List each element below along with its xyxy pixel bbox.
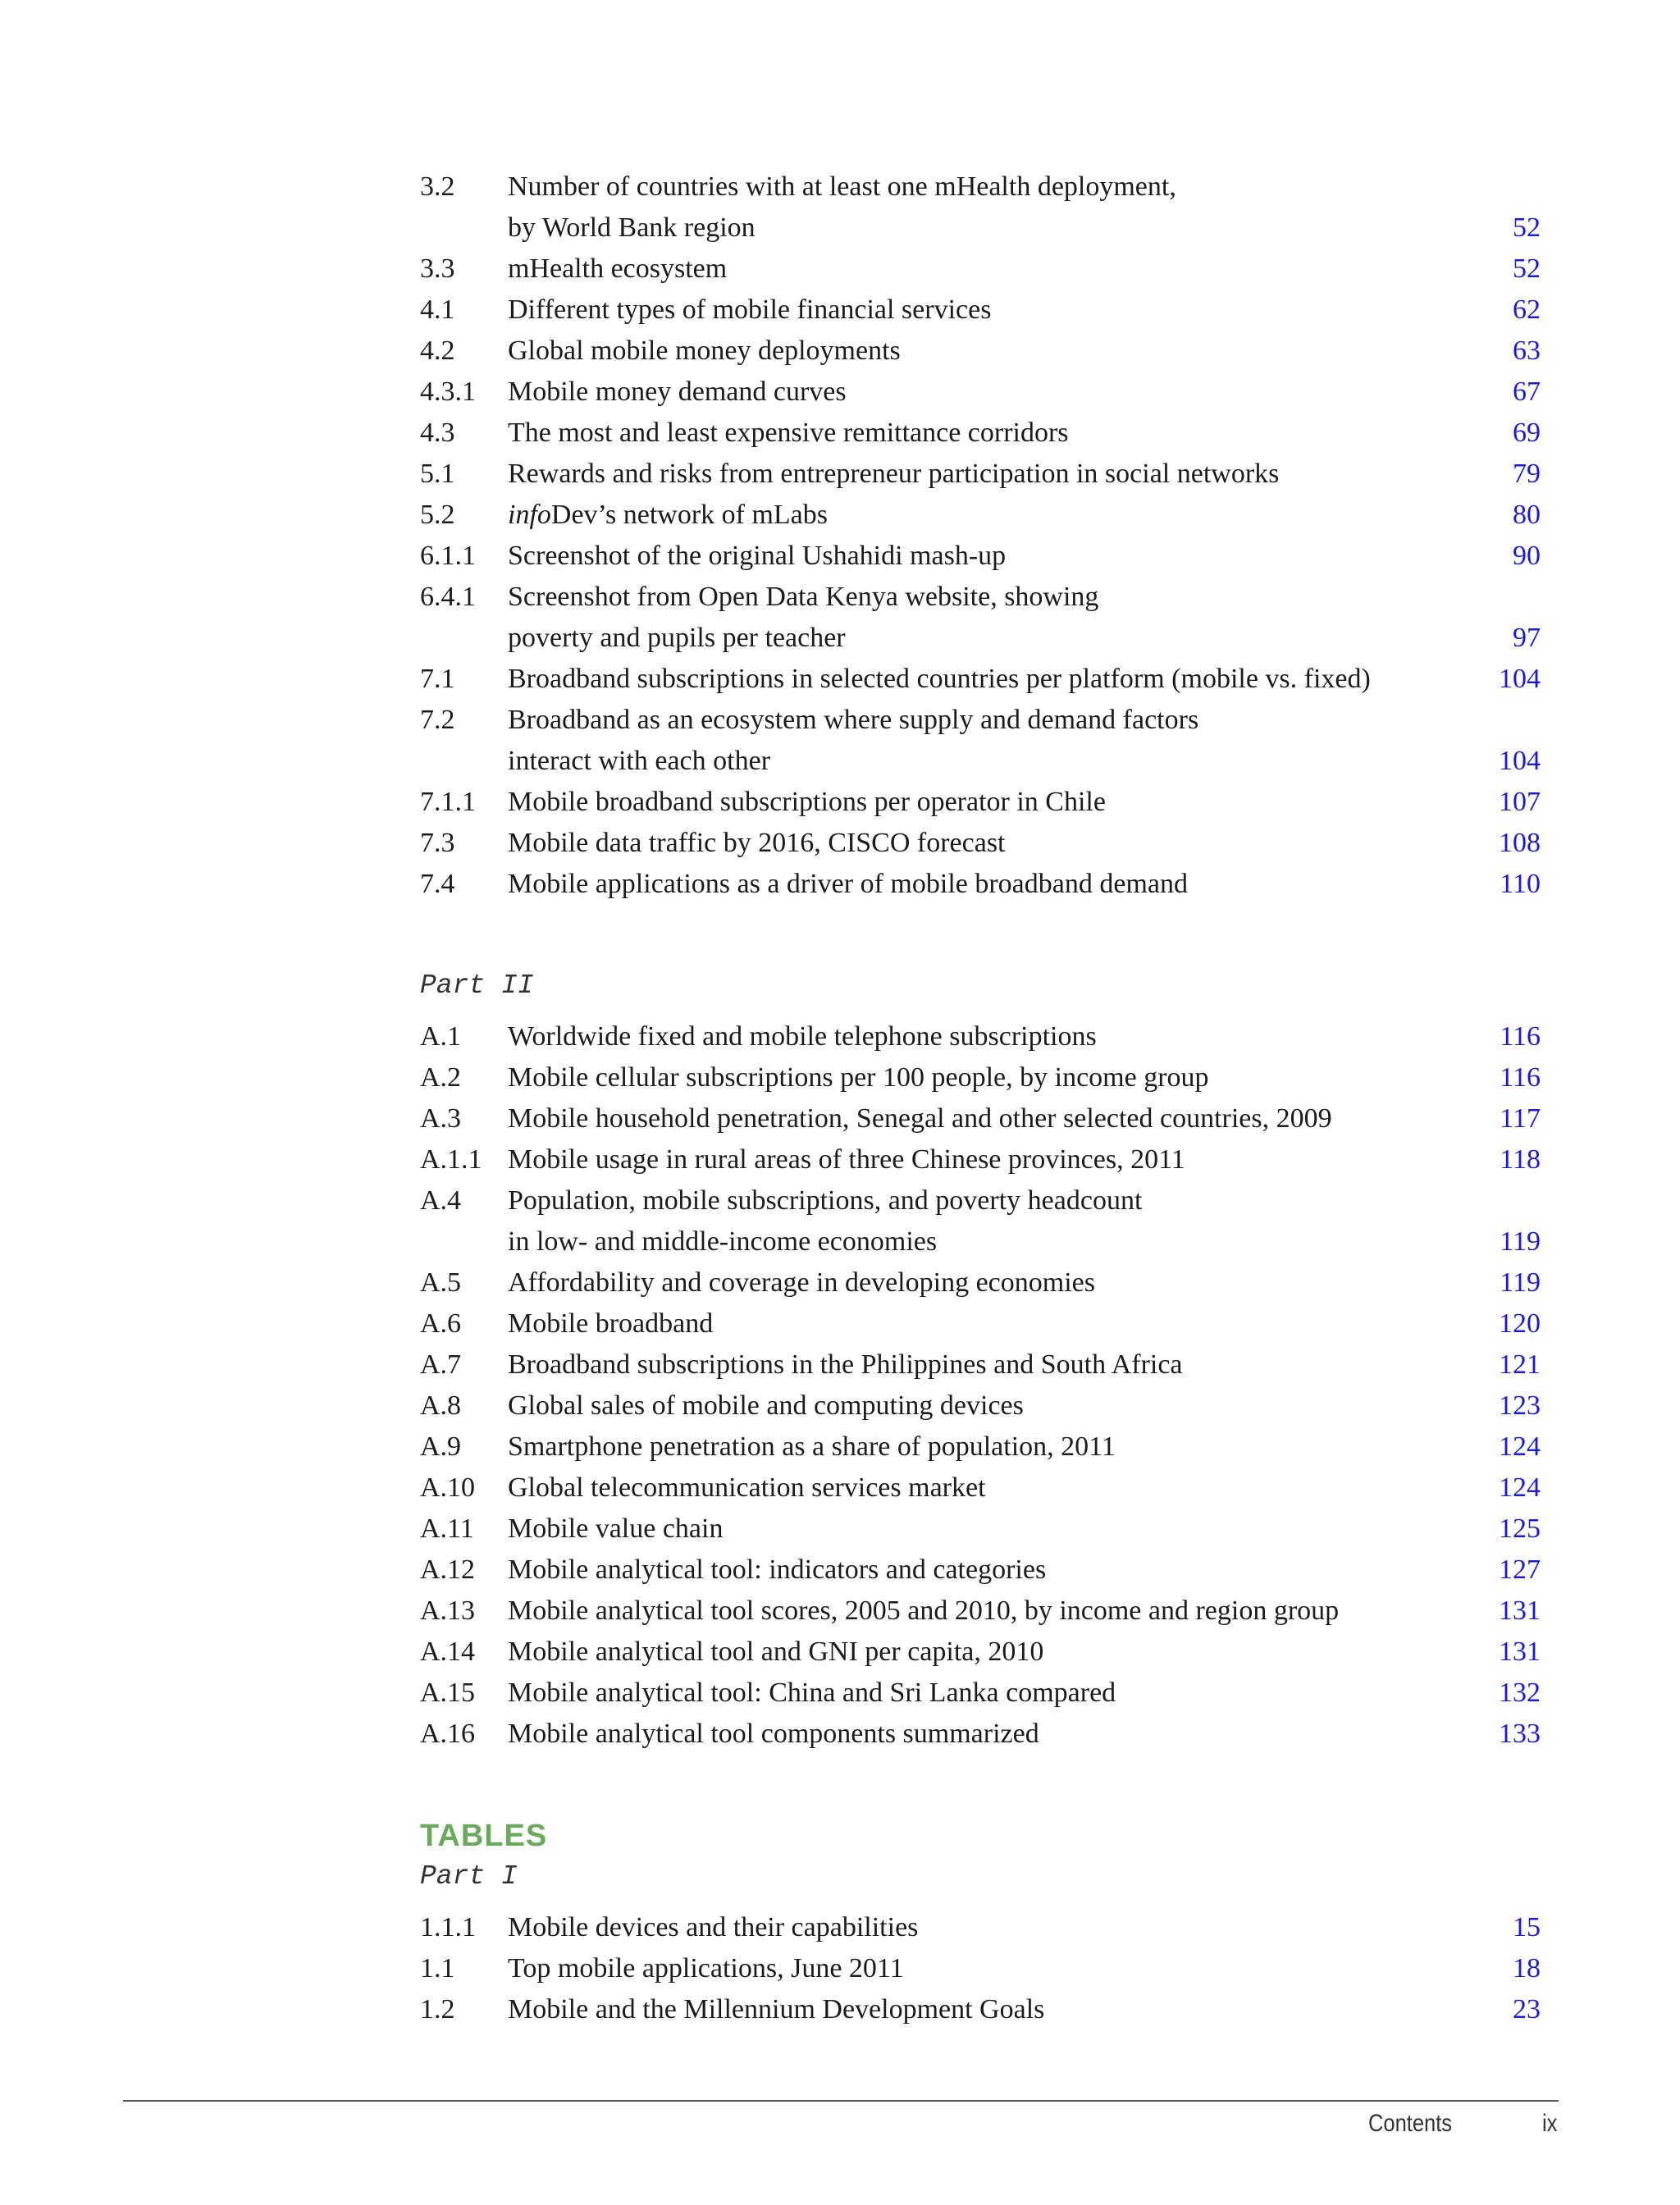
page-number-link[interactable]: 62: [1513, 294, 1541, 325]
page-number-link[interactable]: 104: [1499, 746, 1541, 776]
entry-number: 1.1: [420, 1953, 455, 1984]
page-number-link[interactable]: 80: [1513, 500, 1541, 530]
page-number-link[interactable]: 15: [1513, 1912, 1541, 1942]
entry-number: 4.3.1: [420, 377, 476, 407]
toc-entry[interactable]: [420, 1098, 1541, 1139]
page-number-link[interactable]: 131: [1499, 1637, 1541, 1667]
page-number-link[interactable]: 132: [1499, 1678, 1541, 1708]
toc-entry[interactable]: [420, 495, 1541, 536]
page-number-link[interactable]: 119: [1500, 1226, 1541, 1257]
entry-title: Mobile broadband: [508, 1308, 714, 1339]
entry-number: 3.2: [420, 171, 455, 202]
page-number-link[interactable]: 90: [1513, 541, 1541, 571]
entry-title: Affordability and coverage in developing economies: [508, 1267, 1095, 1298]
entry-title: Mobile analytical tool scores, 2005 and 2010, by income and region group: [508, 1596, 1340, 1626]
page-number-link[interactable]: 63: [1513, 336, 1541, 366]
toc-entry[interactable]: [420, 1714, 1541, 1755]
entry-number: 5.2: [420, 500, 455, 530]
entry-title: Mobile household penetration, Senegal and other selected countries, 2009: [508, 1103, 1332, 1134]
entry-title: Mobile and the Millennium Development Goals: [508, 1994, 1045, 2025]
page-number-link[interactable]: 52: [1513, 212, 1541, 243]
page-number-link[interactable]: 125: [1499, 1513, 1541, 1544]
entry-number: A.11: [420, 1513, 474, 1544]
page-number-link[interactable]: 116: [1500, 1062, 1541, 1093]
part-heading: Part I: [420, 1861, 518, 1892]
entry-number: A.16: [420, 1719, 476, 1749]
entry-number: 1.2: [420, 1994, 455, 2025]
entry-title: Broadband subscriptions in selected countries per platform (mobile vs. fixed): [508, 664, 1371, 694]
entry-title: Broadband subscriptions in the Philippines and South Africa: [508, 1349, 1183, 1380]
toc-entry[interactable]: [420, 536, 1541, 577]
part2-list: [420, 1016, 1541, 1755]
toc-entry[interactable]: [420, 1591, 1541, 1632]
toc-entry[interactable]: [420, 1989, 1541, 2030]
page-number-link[interactable]: 117: [1500, 1103, 1541, 1134]
toc-entry[interactable]: [420, 1262, 1541, 1303]
toc-content: [420, 167, 1541, 2030]
entry-title: Mobile broadband subscriptions per operator in Chile: [508, 787, 1106, 817]
toc-entry[interactable]: [420, 1632, 1541, 1673]
entry-number: 7.3: [420, 828, 455, 858]
entry-title: Mobile devices and their capabilities: [508, 1912, 919, 1942]
toc-entry[interactable]: [420, 1139, 1541, 1180]
page-number-link[interactable]: 79: [1513, 459, 1541, 489]
entry-number: A.5: [420, 1267, 462, 1298]
toc-entry[interactable]: [420, 372, 1541, 413]
entry-number: A.6: [420, 1308, 462, 1339]
entry-title: mHealth ecosystem: [508, 253, 728, 284]
entry-title: Broadband as an ecosystem where supply and demand factors: [508, 705, 1199, 735]
entry-number: 6.1.1: [420, 541, 476, 571]
entry-title: Top mobile applications, June 2011: [508, 1953, 904, 1984]
toc-entry[interactable]: [420, 864, 1541, 905]
page-number-link[interactable]: 121: [1499, 1349, 1541, 1380]
toc-entry[interactable]: [420, 249, 1541, 290]
entry-number: A.13: [420, 1596, 476, 1626]
entry-title: poverty and pupils per teacher: [508, 623, 846, 653]
page-number-link[interactable]: 118: [1500, 1144, 1541, 1175]
entry-number: 5.1: [420, 459, 455, 489]
entry-title: Mobile analytical tool: China and Sri Lanka compared: [508, 1678, 1116, 1708]
entry-number: 1.1.1: [420, 1912, 476, 1942]
entry-number: 7.2: [420, 705, 455, 735]
toc-entry[interactable]: [420, 1948, 1541, 1989]
toc-entry[interactable]: [420, 454, 1541, 495]
toc-entry[interactable]: [420, 577, 1541, 659]
entry-number: 3.3: [420, 253, 455, 284]
entry-number: A.9: [420, 1431, 462, 1462]
entry-number: 7.4: [420, 869, 455, 899]
toc-entry[interactable]: [420, 1550, 1541, 1591]
entry-number: A.8: [420, 1390, 462, 1421]
toc-entry[interactable]: [420, 1180, 1541, 1262]
toc-entry[interactable]: [420, 659, 1541, 700]
tables-heading: TABLES: [420, 1819, 548, 1853]
page-number-link[interactable]: 133: [1499, 1719, 1541, 1749]
page-number-link[interactable]: 18: [1513, 1953, 1541, 1984]
toc-entry[interactable]: [420, 1057, 1541, 1098]
toc-entry[interactable]: [420, 413, 1541, 454]
tables-list: [420, 1907, 1541, 2030]
entry-title: Global mobile money deployments: [508, 336, 901, 366]
toc-entry[interactable]: [420, 1427, 1541, 1468]
footer-label: Contents: [1368, 2110, 1453, 2137]
toc-entry[interactable]: [420, 782, 1541, 823]
toc-entry[interactable]: [420, 700, 1541, 782]
entry-title: Mobile analytical tool: indicators and categories: [508, 1554, 1047, 1585]
entry-number: A.2: [420, 1062, 462, 1093]
toc-entry[interactable]: [420, 1016, 1541, 1057]
entry-number: A.3: [420, 1103, 462, 1134]
entry-title: Rewards and risks from entrepreneur participation in social networks: [508, 459, 1280, 489]
entry-title: Screenshot of the original Ushahidi mash-up: [508, 541, 1007, 571]
entry-title: infoDev’s network of mLabs: [508, 500, 829, 530]
entry-title: Mobile value chain: [508, 1513, 724, 1544]
entry-title: by World Bank region: [508, 212, 756, 243]
entry-number: 7.1.1: [420, 787, 476, 817]
page-number-link[interactable]: 107: [1499, 787, 1541, 817]
entry-title: interact with each other: [508, 746, 771, 776]
toc-entry[interactable]: [420, 1673, 1541, 1714]
page-number-link[interactable]: 123: [1499, 1390, 1541, 1421]
entry-title: Mobile usage in rural areas of three Chinese provinces, 2011: [508, 1144, 1185, 1175]
entry-title: Mobile money demand curves: [508, 377, 847, 407]
entry-number: A.1.1: [420, 1144, 482, 1175]
entry-number: A.15: [420, 1678, 476, 1708]
entry-title: Worldwide fixed and mobile telephone subscriptions: [508, 1021, 1097, 1052]
page-number-link[interactable]: 124: [1499, 1472, 1541, 1503]
entry-number: 7.1: [420, 664, 455, 694]
entry-number: A.14: [420, 1637, 476, 1667]
entry-title: Population, mobile subscriptions, and poverty headcount: [508, 1185, 1143, 1216]
footer-page-number: ix: [1542, 2110, 1558, 2137]
toc-entry[interactable]: [420, 1468, 1541, 1509]
entry-number: A.7: [420, 1349, 462, 1380]
page-number-link[interactable]: 127: [1499, 1554, 1541, 1585]
entry-number: A.1: [420, 1021, 462, 1052]
entry-title: Mobile analytical tool and GNI per capita, 2010: [508, 1637, 1044, 1667]
page-number-link[interactable]: 108: [1499, 828, 1541, 858]
page-number-link[interactable]: 120: [1499, 1308, 1541, 1339]
page-number-link[interactable]: 119: [1500, 1267, 1541, 1298]
page-number-link[interactable]: 104: [1499, 664, 1541, 694]
entry-title: The most and least expensive remittance corridors: [508, 418, 1069, 448]
toc-entry[interactable]: [420, 823, 1541, 864]
toc-entry[interactable]: [420, 1509, 1541, 1550]
entry-title: Global sales of mobile and computing devices: [508, 1390, 1024, 1421]
entry-title: Global telecommunication services market: [508, 1472, 986, 1503]
page-number-link[interactable]: 131: [1499, 1596, 1541, 1626]
entry-title: Mobile data traffic by 2016, CISCO forecast: [508, 828, 1006, 858]
entry-number: 4.1: [420, 294, 455, 325]
entry-title: Different types of mobile financial services: [508, 294, 992, 325]
page-number-link[interactable]: 116: [1500, 1021, 1541, 1052]
page-number-link[interactable]: 124: [1499, 1431, 1541, 1462]
toc-entry[interactable]: [420, 1386, 1541, 1427]
entry-title: in low- and middle-income economies: [508, 1226, 938, 1257]
page-number-link[interactable]: 67: [1513, 377, 1541, 407]
toc-entry[interactable]: [420, 167, 1541, 249]
entry-number: A.12: [420, 1554, 476, 1585]
entry-title: Mobile cellular subscriptions per 100 people, by income group: [508, 1062, 1209, 1093]
page-number-link[interactable]: 69: [1513, 418, 1541, 448]
entry-title: Number of countries with at least one mHealth deployment,: [508, 171, 1176, 202]
part-heading: Part II: [420, 970, 534, 1001]
page-number-link[interactable]: 52: [1513, 253, 1541, 284]
toc-entry[interactable]: [420, 290, 1541, 331]
entry-number: A.4: [420, 1185, 462, 1216]
entry-title: Mobile analytical tool components summarized: [508, 1719, 1039, 1749]
entry-number: A.10: [420, 1472, 476, 1503]
toc-entry[interactable]: [420, 1907, 1541, 1948]
entry-title: Screenshot from Open Data Kenya website, showing: [508, 582, 1099, 612]
entry-number: 4.2: [420, 336, 455, 366]
entry-title: Mobile applications as a driver of mobile broadband demand: [508, 869, 1188, 899]
entry-number: 6.4.1: [420, 582, 476, 612]
toc-entry[interactable]: [420, 1303, 1541, 1344]
toc-entry[interactable]: [420, 331, 1541, 372]
figures-list: [420, 167, 1541, 905]
entry-number: 4.3: [420, 418, 455, 448]
page-number-link[interactable]: 97: [1513, 623, 1541, 653]
footer-rule: [123, 2100, 1559, 2102]
page-number-link[interactable]: 110: [1500, 869, 1541, 899]
entry-title: Smartphone penetration as a share of population, 2011: [508, 1431, 1116, 1462]
page-number-link[interactable]: 23: [1513, 1994, 1541, 2025]
toc-entry[interactable]: [420, 1344, 1541, 1386]
